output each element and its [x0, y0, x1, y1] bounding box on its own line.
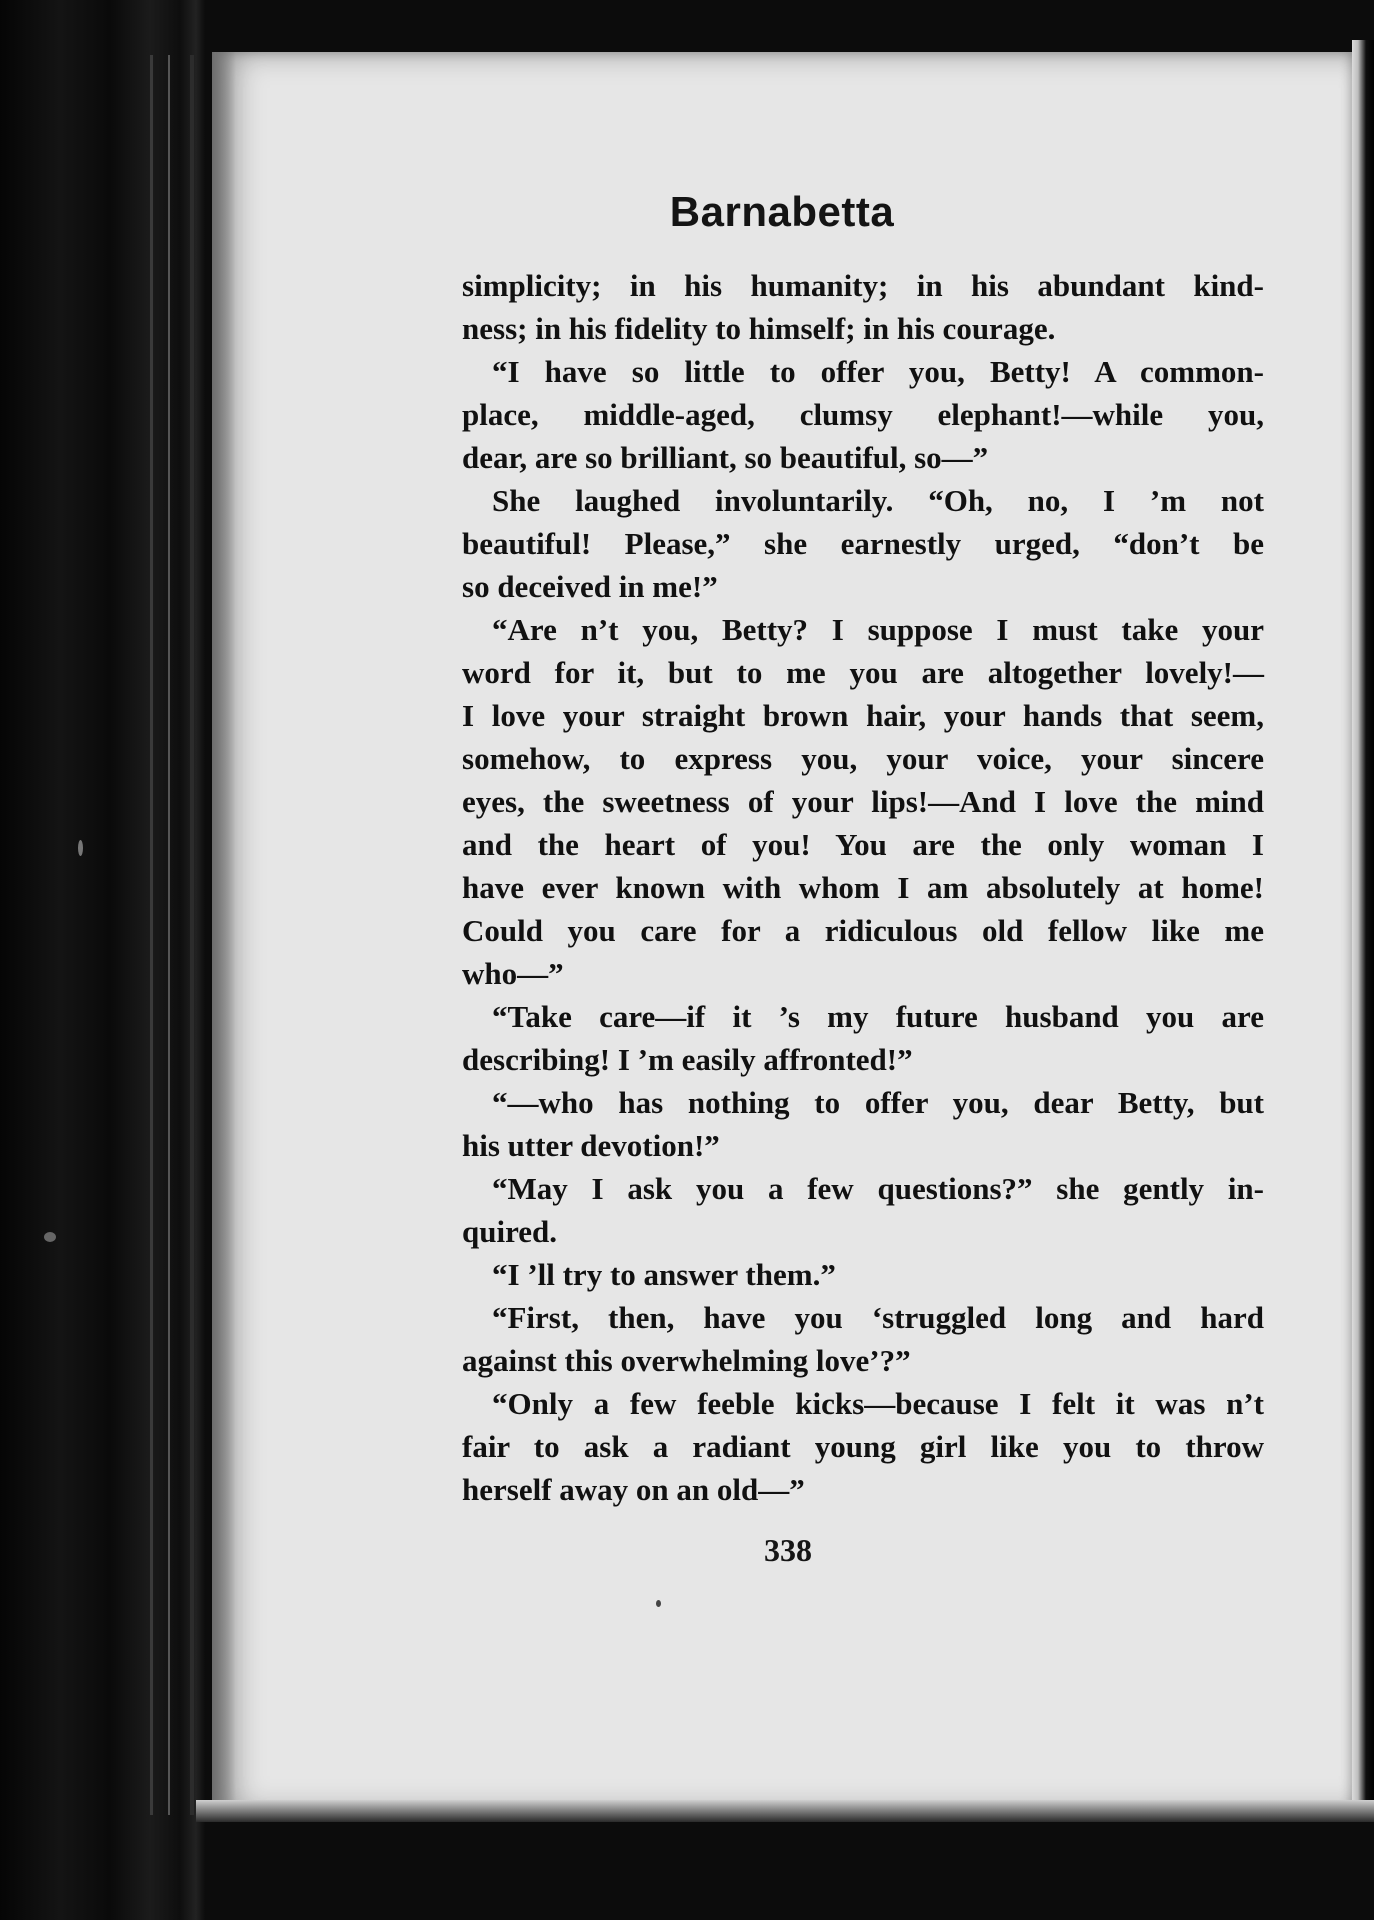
- text-line: quired.: [462, 1214, 558, 1249]
- text-line: fair to ask a radiant young girl like you to throw: [462, 1429, 1264, 1464]
- text-line: herself away on an old—”: [462, 1472, 805, 1507]
- text-line: “Only a few feeble kicks—because I felt it was n’t: [492, 1386, 1264, 1421]
- text-line: “Are n’t you, Betty? I suppose I must take your: [492, 612, 1264, 647]
- text-line: his utter devotion!”: [462, 1128, 720, 1163]
- text-line: I love your straight brown hair, your hands that seem,: [462, 698, 1264, 733]
- text-line: Could you care for a ridiculous old fellow like me: [462, 913, 1264, 948]
- body-text: [462, 264, 1264, 1511]
- text-line: She laughed involuntarily. “Oh, no, I ’m not: [492, 483, 1264, 518]
- text-line: “I have so little to offer you, Betty! A common-: [492, 354, 1264, 389]
- text-line: who—”: [462, 956, 564, 991]
- text-line: beautiful! Please,” she earnestly urged, “don’t be: [462, 526, 1264, 561]
- text-line: and the heart of you! You are the only woman I: [462, 827, 1264, 862]
- text-line: ness; in his fidelity to himself; in his courage.: [462, 311, 1056, 346]
- text-line: somehow, to express you, your voice, your sincere: [462, 741, 1264, 776]
- film-streak: [190, 55, 194, 1815]
- text-line: “—who has nothing to offer you, dear Betty, but: [492, 1085, 1264, 1120]
- text-line: “First, then, have you ‘struggled long and hard: [492, 1300, 1264, 1335]
- text-line: dear, are so brilliant, so beautiful, so—”: [462, 440, 989, 475]
- text-line: against this overwhelming love’?”: [462, 1343, 911, 1378]
- film-streak: [168, 55, 170, 1815]
- dust-speck: [78, 840, 83, 856]
- text-line: simplicity; in his humanity; in his abundant kind-: [462, 268, 1264, 303]
- text-line: “Take care—if it ’s my future husband you are: [492, 999, 1264, 1034]
- running-head: Barnabetta: [669, 188, 895, 235]
- text-line: word for it, but to me you are altogether lovely!—: [462, 655, 1264, 690]
- page-right-edge: [1352, 40, 1374, 1820]
- dust-speck: [656, 1600, 661, 1607]
- page-bottom-edge: [196, 1800, 1374, 1822]
- text-line: have ever known with whom I am absolutely at home!: [462, 870, 1264, 905]
- dust-speck: [44, 1232, 56, 1242]
- page-number: 338: [764, 1532, 812, 1568]
- text-line: so deceived in me!”: [462, 569, 718, 604]
- text-line: “May I ask you a few questions?” she gently in-: [492, 1171, 1264, 1206]
- film-streak: [150, 55, 153, 1815]
- text-line: describing! I ’m easily affronted!”: [462, 1042, 913, 1077]
- text-line: “I ’ll try to answer them.”: [492, 1257, 836, 1292]
- text-line: place, middle-aged, clumsy elephant!—while you,: [462, 397, 1264, 432]
- text-line: eyes, the sweetness of your lips!—And I love the mind: [462, 784, 1264, 819]
